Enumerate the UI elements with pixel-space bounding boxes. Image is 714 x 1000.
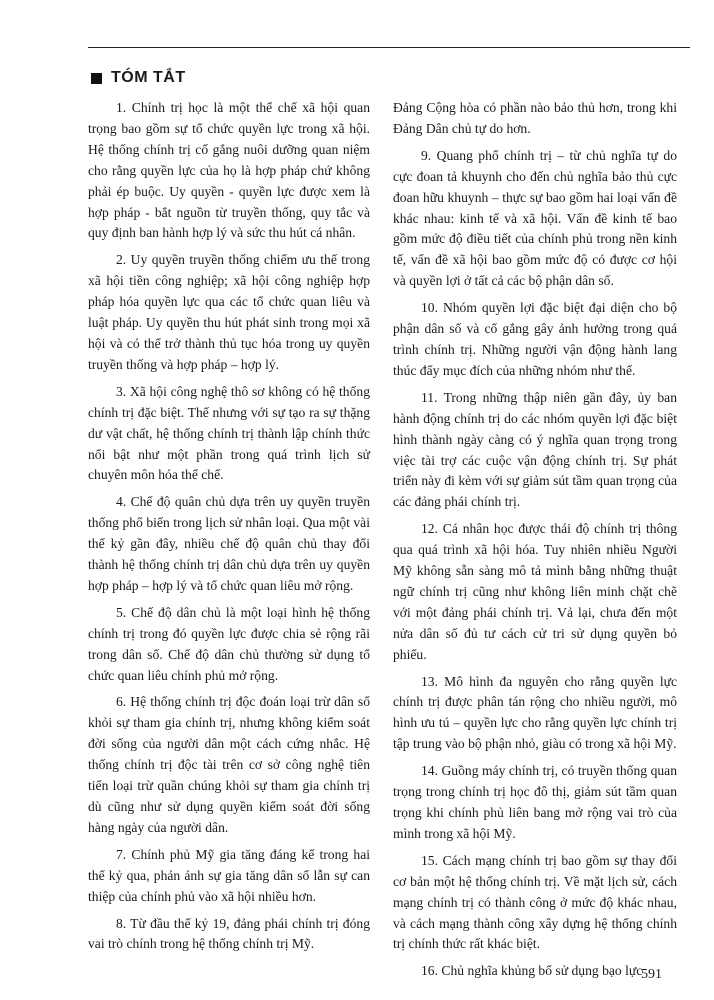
summary-point: 16. Chủ nghĩa khủng bố sử dụng bạo lực <box>421 963 643 979</box>
summary-point: 5. Chế độ dân chủ là một loại hình hệ thống chính trị trong đó quyền lực được chia sẻ rộng rãi trong dân số. Chế độ dân chủ thường sử dụng tổ chức quan liêu chính phủ mở rộng. <box>88 604 370 683</box>
square-bullet-icon <box>91 73 102 84</box>
left-column <box>88 98 370 961</box>
section-heading <box>91 69 186 87</box>
summary-point: 6. Hệ thống chính trị độc đoán loại trừ dân số khỏi sự tham gia chính trị, nhưng không kiểm soát đời sống của người dân một cách cứng nhắc. Hệ thống chính trị độc tài trên cơ sở công nghệ tiên tiến loại trừ quần chúng khỏi sự tham gia chính trị dù cũng như sử dụng quyền kiểm soát đời sống hàng ngày của người dân. <box>88 694 370 835</box>
right-column <box>393 98 677 988</box>
top-rule <box>88 47 690 48</box>
summary-point: 8. Từ đầu thế kỷ 19, đảng phái chính trị đóng vai trò chính trong hệ thống chính trị Mỹ. <box>88 915 370 952</box>
summary-point: 9. Quang phổ chính trị – từ chủ nghĩa tự do cực đoan tả khuynh cho đến chủ nghĩa bảo thủ cực đoan hữu khuynh – thực sự bao gồm hai loại vấn đề khác nhau: kinh tế và xã hội. Vấn đề kinh tế bao gồm mức độ điều tiết của chính phủ trong nền kinh tế, vấn đề xã hội bao gồm mức độ có được cơ hội và quyền lợi ở tất cả các bộ phận dân số. <box>393 147 677 289</box>
section-title: TÓM TẮT <box>111 69 186 86</box>
summary-point: 7. Chính phủ Mỹ gia tăng đáng kể trong hai thế kỷ qua, phản ánh sự gia tăng dân số lẫn sự can thiệp của chính phủ vào xã hội nhiều hơn. <box>88 846 370 904</box>
summary-point: 3. Xã hội công nghệ thô sơ không có hệ thống chính trị đặc biệt. Thế nhưng với sự tạo ra sự thặng dư vật chất, hệ thống chính trị thành lập chính thức nổi bật như một phần trong quá trình lịch sử chuyên môn hóa thể chế. <box>88 383 370 483</box>
summary-point: 14. Guồng máy chính trị, có truyền thống quan trọng trong chính trị học đô thị, giảm sút tầm quan trọng khi chính phủ liên bang mở rộng vai trò của mình trong xã hội Mỹ. <box>393 763 677 841</box>
summary-point: 2. Uy quyền truyền thống chiếm ưu thế trong xã hội tiền công nghiệp; xã hội công nghiệp hợp pháp hóa quyền lực qua các tổ chức quan liêu và luật pháp. Uy quyền thu hút phát sinh trong mọi xã hội và có thể trở thành thủ tục hóa trong uy quyền truyền thống và hợp pháp – hợp lý. <box>88 252 370 372</box>
summary-point: 10. Nhóm quyền lợi đặc biệt đại diện cho bộ phận dân số và cố gắng gây ảnh hưởng trong quá trình chính trị. Những người vận động hành lang thúc đẩy mục đích của những nhóm như thế. <box>393 300 677 378</box>
summary-point: 12. Cá nhân học được thái độ chính trị thông qua quá trình xã hội hóa. Tuy nhiên nhiều Người Mỹ không sẵn sàng mô tả mình bằng những thuật ngữ chính trị cũng như không liên minh chặt chẽ với một đảng phái chính trị. Vả lại, chưa đến một nửa dân số đủ tư cách cử tri sử dụng quyền bỏ phiếu. <box>393 521 677 662</box>
summary-point-continuation: Đảng Cộng hòa có phần nào bảo thủ hơn, trong khi Đảng Dân chủ tự do hơn. <box>393 100 677 136</box>
summary-point: 11. Trong những thập niên gần đây, ủy ban hành động chính trị do các nhóm quyền lợi đặc biệt hình thành ngày càng có ý nghĩa quan trọng trong việc tài trợ các cuộc vận động chính trị. Sự phát triển này đi kèm với sự giảm sút tầm quan trọng của các đảng phái chính trị. <box>393 389 677 510</box>
summary-point: 4. Chế độ quân chủ dựa trên uy quyền truyền thống phổ biến trong lịch sử nhân loại. Qua một vài thế kỷ gần đây, nhiều chế độ quân chủ thay đổi thành hệ thống chính trị dân chủ dựa trên uy quyền hợp pháp – hợp lý và tổ chức quan liêu mở rộng. <box>88 494 370 593</box>
summary-point: 15. Cách mạng chính trị bao gồm sự thay đổi cơ bản một hệ thống chính trị. Về mặt lịch sử, cách mạng chính trị có thành công ở mức độ khác nhau, và cách mạng thành công xây dựng hệ thống chính trị chính thức rất khác biệt. <box>393 852 677 952</box>
page-number: 591 <box>641 967 662 982</box>
summary-point: 13. Mô hình đa nguyên cho rằng quyền lực chính trị được phân tán rộng cho nhiều người, mô hình ưu tú – quyền lực cho rằng quyền lực chính trị tập trung vào bộ phận nhỏ, giàu có trong xã hội Mỹ. <box>393 673 677 752</box>
summary-point: 1. Chính trị học là một thể chế xã hội quan trọng bao gồm sự tổ chức quyền lực trong xã hội. Hệ thống chính trị cố gắng nuôi dưỡng quan niệm cho rằng quyền lực của họ là hợp pháp chứ không phải ép buộc. Uy quyền - quyền lực được xem là hợp pháp - bắt nguồn từ truyền thống, quy tắc và quy định ban hành hợp lý và sức thu hút cá nhân. <box>88 100 370 241</box>
